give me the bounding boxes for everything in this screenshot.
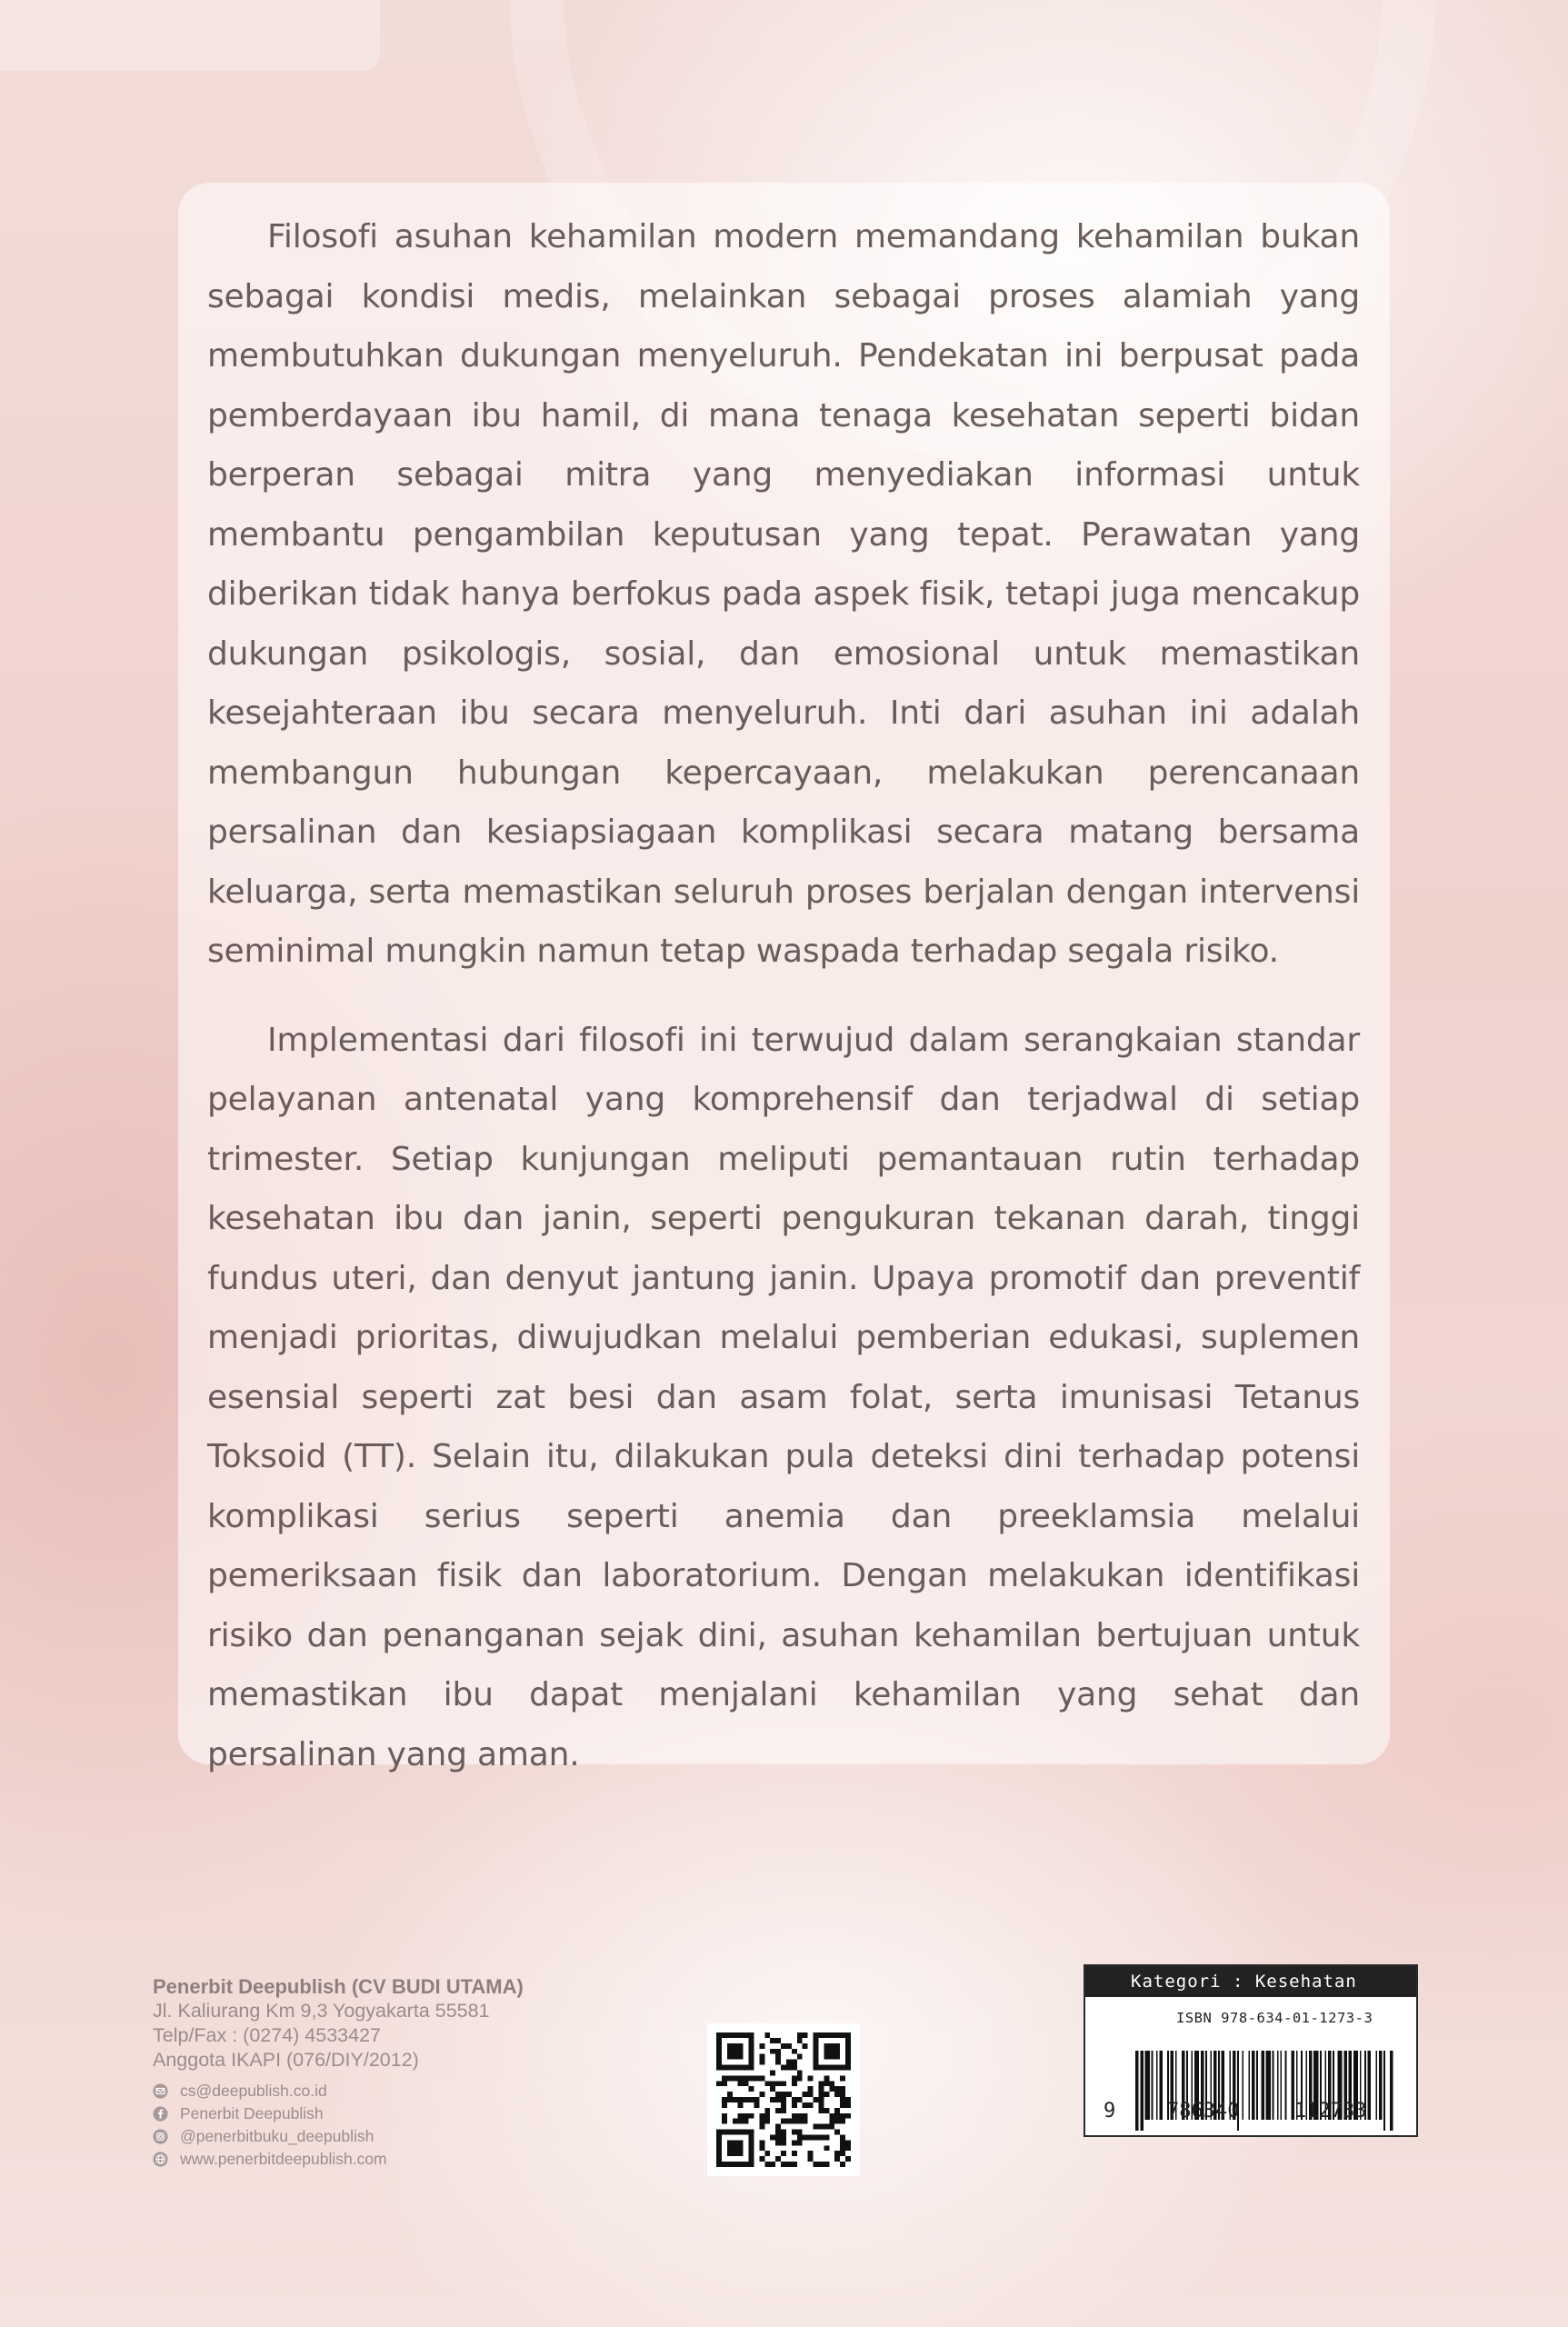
facebook-icon	[153, 2106, 168, 2122]
publisher-address: Jl. Kaliurang Km 9,3 Yogyakarta 55581	[153, 2000, 490, 2022]
contact-instagram	[153, 2125, 662, 2148]
barcode-digits-left: 786340	[1167, 2100, 1240, 2122]
publisher-phone: Telp/Fax : (0274) 4533427	[153, 2024, 381, 2046]
instagram-icon	[153, 2129, 168, 2144]
category-label: Kategori : Kesehatan	[1085, 1966, 1416, 1997]
email-icon	[153, 2083, 168, 2099]
contact-facebook-text: Penerbit Deepublish	[180, 2104, 324, 2122]
barcode-digits-right: 112733	[1294, 2100, 1367, 2122]
qr-code	[707, 2023, 860, 2176]
contact-web-text: www.penerbitdeepublish.com	[180, 2150, 387, 2168]
decorative-corner-shape	[0, 0, 380, 71]
barcode-digit-first: 9	[1104, 2100, 1116, 2122]
contact-web	[153, 2148, 662, 2171]
publisher-membership: Anggota IKAPI (076/DIY/2012)	[153, 2049, 419, 2071]
isbn-number: ISBN 978-634-01-1273-3	[1176, 2010, 1373, 2026]
publisher-name: Penerbit Deepublish (CV BUDI UTAMA)	[153, 1975, 524, 1998]
contact-instagram-text: @penerbitbuku_deepublish	[180, 2127, 375, 2145]
contact-email-text: cs@deepublish.co.id	[180, 2082, 327, 2100]
blurb-paragraph-2: Implementasi dari filosofi ini terwujud dalam serangkaian standar pelayanan antenatal yang komprehensif dan terjadwal di setiap trimester. Setiap kunjungan meliputi pemantauan rutin terhadap kesehatan ibu dan janin, seperti pengukuran tekanan darah, tinggi fundus uteri, dan denyut jantung janin. Upaya promotif dan preventif menjadi prioritas, diwujudkan melalui pemberian edukasi, suplemen esensial seperti zat besi dan asam folat, serta imunisasi Tetanus Toksoid (TT). Selain itu, dilakukan pula deteksi dini terhadap potensi komplikasi serius seperti anemia dan preeklamsia melalui pemeriksaan fisik dan laboratorium. Dengan melakukan identifikasi risiko dan penanganan sejak dini, asuhan kehamilan bertujuan untuk memastikan ibu dapat menjalani kehamilan yang sehat dan persalinan yang aman.	[207, 1021, 1360, 1773]
contact-email	[153, 2080, 662, 2102]
qr-code-pattern	[716, 2032, 851, 2167]
back-cover-blurb	[207, 207, 1360, 1784]
isbn-barcode-box	[1084, 1964, 1418, 2137]
blurb-paragraph-1: Filosofi asuhan kehamilan modern memandang kehamilan bukan sebagai kondisi medis, melainkan sebagai proses alamiah yang membutuhkan dukungan menyeluruh. Pendekatan ini berpusat pada pemberdayaan ibu hamil, di mana tenaga kesehatan seperti bidan berperan sebagai mitra yang menyediakan informasi untuk membantu pengambilan keputusan yang tepat. Perawatan yang diberikan tidak hanya berfokus pada aspek fisik, tetapi juga mencakup dukungan psikologis, sosial, dan emosional untuk memastikan kesejahteraan ibu secara menyeluruh. Inti dari asuhan ini adalah membangun hubungan kepercayaan, melakukan perencanaan persalinan dan kesiapsiagaan komplikasi secara matang bersama keluarga, serta memastikan seluruh proses berjalan dengan intervensi seminimal mungkin namun tetap waspada terhadap segala risiko.	[207, 218, 1360, 970]
web-icon	[153, 2152, 168, 2167]
contact-facebook	[153, 2102, 662, 2125]
publisher-info	[153, 1974, 662, 2171]
publisher-contacts	[153, 2080, 662, 2171]
